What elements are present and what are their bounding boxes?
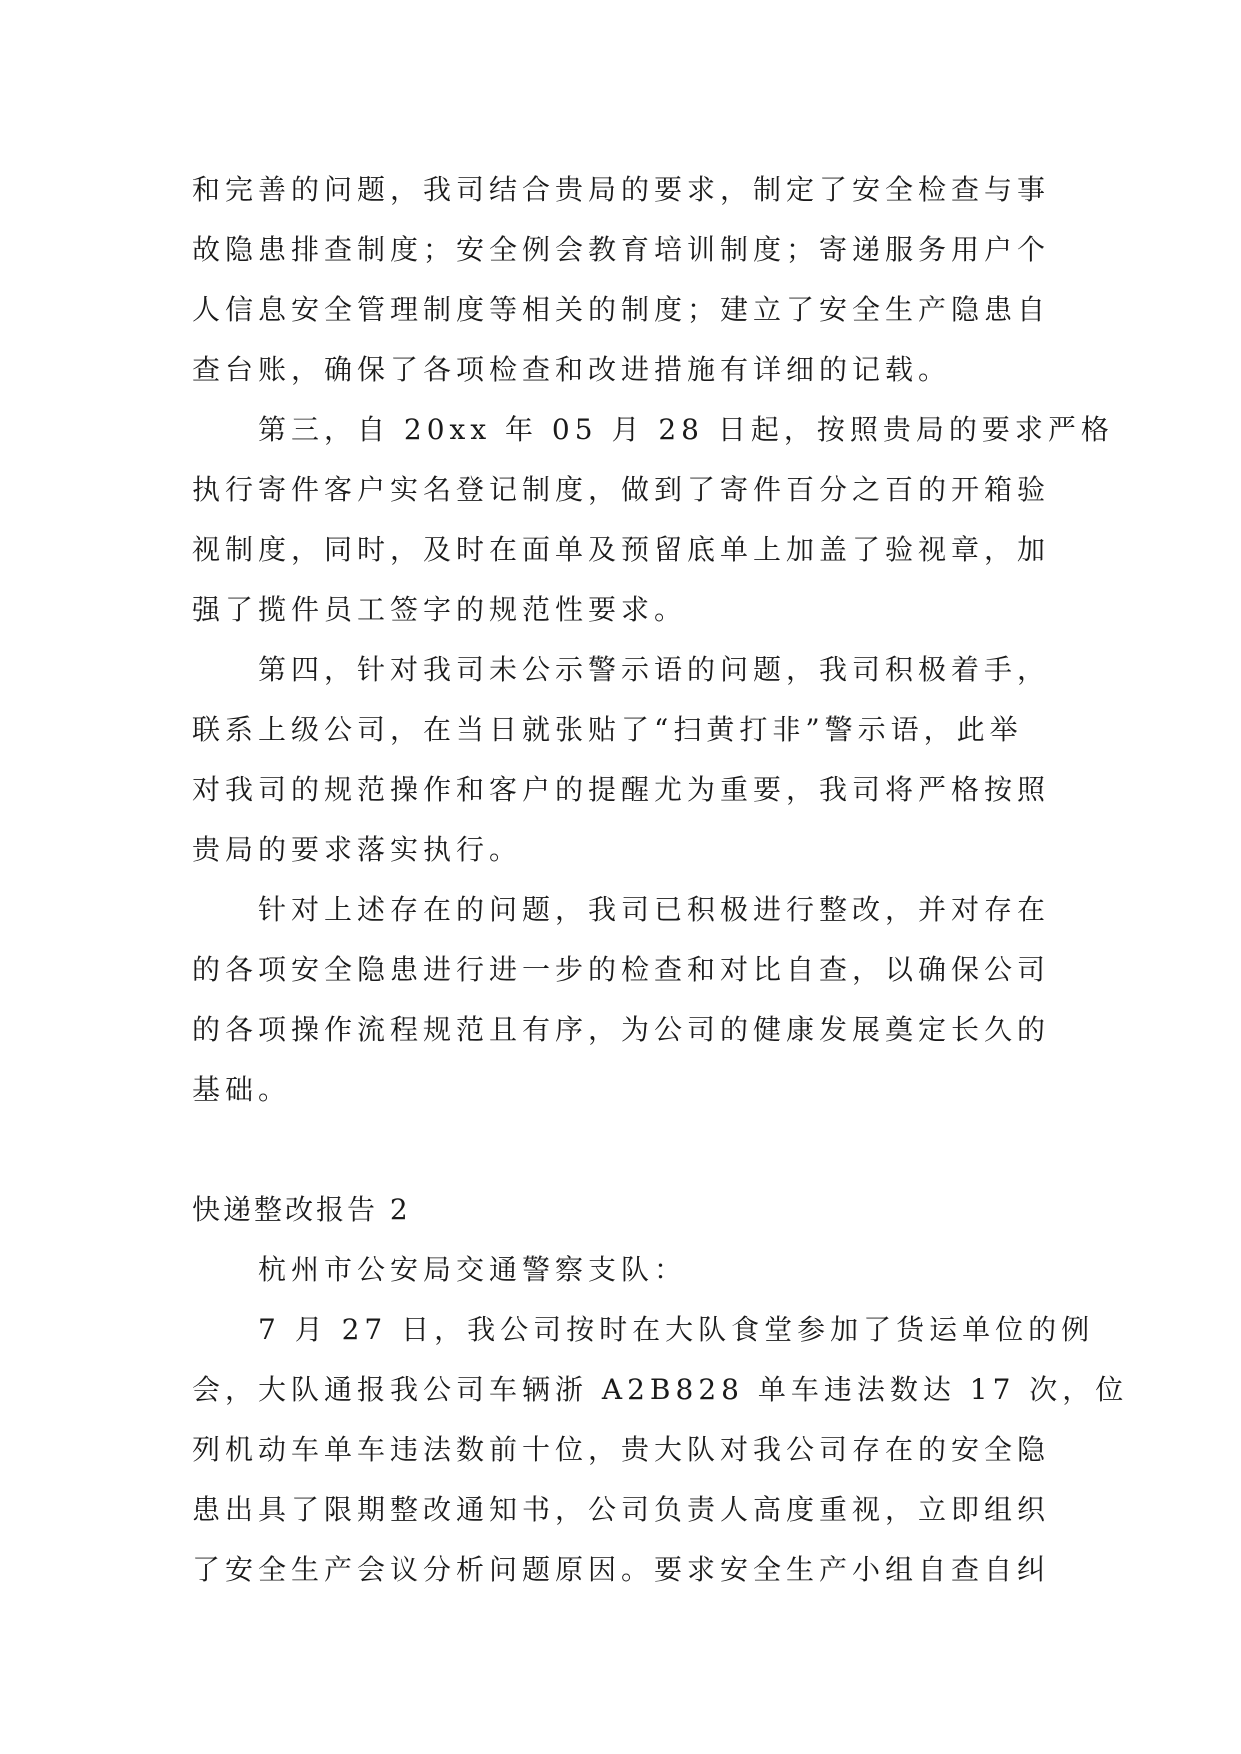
text-line: 的各项安全隐患进行进一步的检查和对比自查，以确保公司: [192, 953, 1051, 986]
text-line: 人信息安全管理制度等相关的制度；建立了安全生产隐患自: [192, 293, 1051, 326]
text-line: 的各项操作流程规范且有序，为公司的健康发展奠定长久的: [192, 1013, 1051, 1046]
section-title: 快递整改报告 2: [192, 1193, 411, 1226]
text-line: 基础。: [192, 1073, 292, 1106]
text-line: 第三，自 20xx 年 05 月 28 日起，按照贵局的要求严格: [192, 413, 1114, 446]
section-spacer: [192, 1120, 1052, 1180]
text-line: 强了揽件员工签字的规范性要求。: [192, 593, 688, 626]
text-line: 和完善的问题，我司结合贵局的要求，制定了安全检查与事: [192, 173, 1051, 206]
text-line: 查台账，确保了各项检查和改进措施有详细的记载。: [192, 353, 952, 386]
section-2: [192, 1180, 1129, 1600]
text-line: 患出具了限期整改通知书，公司负责人高度重视，立即组织: [192, 1493, 1051, 1526]
text-line: 针对上述存在的问题，我司已积极进行整改，并对存在: [192, 893, 1051, 926]
text-line: 对我司的规范操作和客户的提醒尤为重要，我司将严格按照: [192, 773, 1051, 806]
text-line: 杭州市公安局交通警察支队：: [192, 1253, 688, 1286]
text-line: 列机动车单车违法数前十位，贵大队对我公司存在的安全隐: [192, 1433, 1051, 1466]
text-line: 第四，针对我司未公示警示语的问题，我司积极着手，: [192, 653, 1051, 686]
text-line: 会，大队通报我公司车辆浙 A2B828 单车违法数达 17 次，位: [192, 1373, 1129, 1406]
text-line: 贵局的要求落实执行。: [192, 833, 523, 866]
section-1-body: [192, 160, 1114, 1120]
text-line: 视制度，同时，及时在面单及预留底单上加盖了验视章，加: [192, 533, 1051, 566]
text-line: 了安全生产会议分析问题原因。要求安全生产小组自查自纠: [192, 1553, 1051, 1586]
text-line: 7 月 27 日，我公司按时在大队食堂参加了货运单位的例: [192, 1313, 1095, 1346]
text-line: 故隐患排查制度；安全例会教育培训制度；寄递服务用户个: [192, 233, 1051, 266]
text-line: 联系上级公司，在当日就张贴了“扫黄打非”警示语，此举: [192, 713, 1023, 746]
document-page: [192, 160, 1129, 1600]
text-line: 执行寄件客户实名登记制度，做到了寄件百分之百的开箱验: [192, 473, 1051, 506]
